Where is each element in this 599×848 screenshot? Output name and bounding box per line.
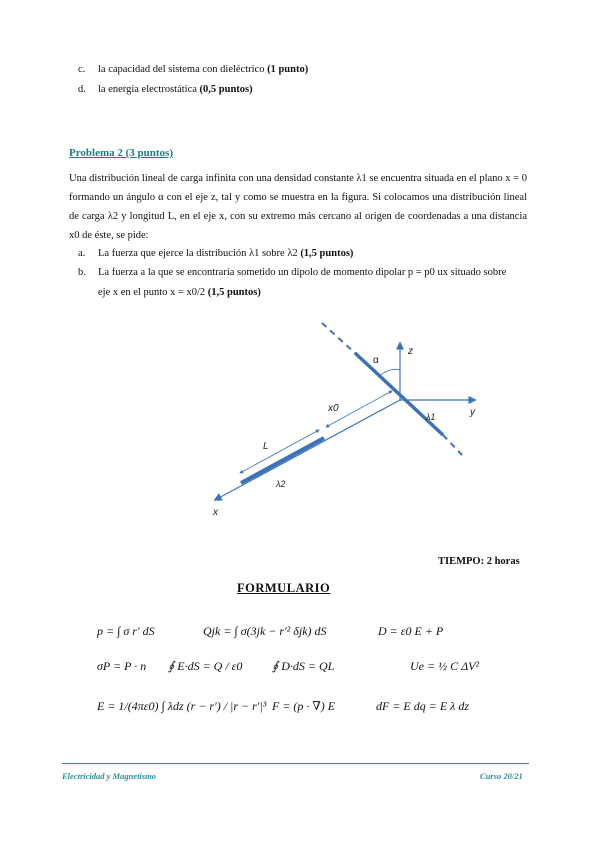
lambda1-line <box>355 353 443 435</box>
formula-force-element: dF = E dq = E λ dz <box>376 699 470 713</box>
z-label: z <box>408 346 413 357</box>
footer-course-name: Electricidad y Magnetismo <box>62 771 156 781</box>
lambda1-dashed-bottom <box>443 435 462 455</box>
problem2-item-b-cont <box>98 286 261 300</box>
formula-field-line: E = 1/(4πε0) ∫ λdz (r − r′) / |r − r′|³ <box>97 699 267 713</box>
y-label: y <box>470 407 475 418</box>
item-points: (1 punto) <box>267 64 309 75</box>
formula-displacement: D = ε0 E + P <box>378 624 444 638</box>
lambda2-segment <box>241 438 324 483</box>
L-label: L <box>263 441 269 452</box>
item-marker: c. <box>78 64 86 75</box>
item-text: La fuerza a la que se encontraría sometido un dipolo de momento dipolar p = p0 ux situado sobre <box>98 267 507 278</box>
problem-figure <box>200 315 500 520</box>
item-d <box>78 83 253 97</box>
footer-divider <box>62 763 529 764</box>
lambda2-label: λ2 <box>276 479 286 489</box>
footer-course-year: Curso 20/21 <box>480 771 523 781</box>
problem2-item-a <box>78 247 354 261</box>
formula-gauss-e: ∮ E·dS = Q / ε0 <box>168 659 243 673</box>
formulario-title: FORMULARIO <box>237 581 331 595</box>
item-marker: d. <box>78 84 86 95</box>
item-points: (1,5 puntos) <box>300 248 354 259</box>
formula-surface-polarization: σP = P · n <box>97 659 147 673</box>
formula-quadrupole: Qjk = ∫ σ(3jk − r′² δjk) dS <box>203 624 327 638</box>
item-text: la energía electrostática <box>98 84 200 95</box>
x-axis <box>215 400 400 500</box>
formula-dipole-force: F = (p · ∇) E <box>272 699 336 713</box>
lambda1-label: λ1 <box>426 412 436 422</box>
item-c <box>78 63 309 77</box>
item-marker: b. <box>78 267 86 278</box>
formula-dipole-moment: p = ∫ σ r′ dS <box>97 624 155 638</box>
x0-label: x0 <box>328 403 339 414</box>
item-marker: a. <box>78 248 86 259</box>
x-label: x <box>213 507 218 518</box>
problem2-heading: Problema 2 (3 puntos) <box>69 147 173 159</box>
item-text: la capacidad del sistema con dieléctrico <box>98 64 268 75</box>
time-label: TIEMPO: 2 horas <box>438 556 520 567</box>
lambda1-dashed-top <box>322 323 355 353</box>
alpha-label: α <box>373 355 379 366</box>
item-text: La fuerza que ejerce la distribución λ1 sobre λ2 <box>98 248 301 259</box>
problem2-paragraph: Una distribución lineal de carga infinita con una densidad constante λ1 se encuentra situada en el plano x = 0 formando un ángulo α con el eje z, tal y como se muestra en la figura. Si colocamos una distribución lineal de carga λ2 y longitud L, en el eje x, con su extremo más cercano al origen de coordenadas a una distancia x0 de éste, se pide: <box>69 173 527 241</box>
item-text: eje x en el punto x = x0/2 <box>98 287 208 298</box>
formula-gauss-d: ∮ D·dS = QL <box>272 659 335 673</box>
item-points: (1,5 puntos) <box>207 287 261 298</box>
L-dimension <box>240 430 319 473</box>
item-points: (0,5 puntos) <box>199 84 253 95</box>
problem2-item-b <box>78 266 507 280</box>
formula-energy: Ue = ½ C ΔV² <box>410 659 480 673</box>
